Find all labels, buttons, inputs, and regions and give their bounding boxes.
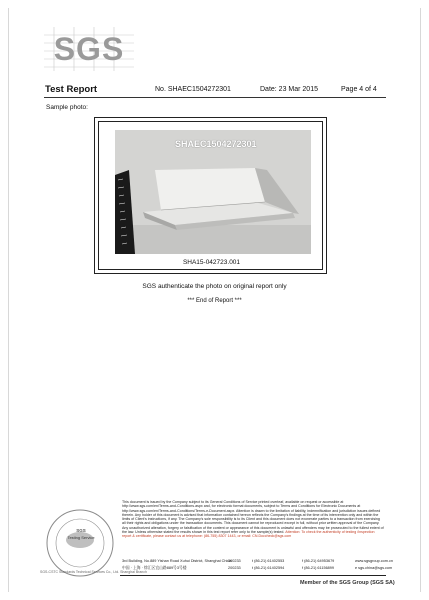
disclaimer-text: This document is issued by the Company subject to its General Conditions of Service printed overleaf, available on request or accessible at http://www.sgs.com/en/Terms-and-Conditions.aspx and, for electronic format documents, subject to Terms and Conditions for Electronic Documents at http://www.sgs.com/en/Terms-and-Conditions/Terms-e-Document.aspx. Attention is drawn to the limitation of liability, indemnification and jurisdiction issues defined therein. Any holder of this document is advised that information contained hereon reflects the Company's findings at the time of its intervention only and within the limits of Client's instructions, if any. The Company's sole responsibility is to its Client and this document does not exonerate parties to a transaction from exercising all their rights and obligations under the transaction documents. This document cannot be reproduced except in full, without prior written approval of the Company. Any unauthorized alteration, forgery or falsification of the content or appearance of this document is unlawful and offenders may be prosecuted to the fullest extent of the law. Unless otherwise stated the results shown in this test report refer only to the sample(s) tested. xyxy=(122,500,384,535)
telephone-1: t (86-21) 61402553 xyxy=(252,559,285,563)
authentication-note: SGS authenticate the photo on original report only xyxy=(142,283,287,290)
logo-wordmark: SGS xyxy=(53,30,125,67)
photo-caption: SHA15-042723.001 xyxy=(182,259,241,266)
report-title: Test Report xyxy=(45,84,98,95)
zip-en: 200233 xyxy=(228,559,241,563)
page-number: Page 4 of 4 xyxy=(341,86,377,93)
photo-inner-frame xyxy=(98,121,323,270)
website[interactable]: www.sgsgroup.com.cn xyxy=(355,559,393,563)
telephone-column xyxy=(252,558,284,572)
address-column xyxy=(122,558,232,572)
web-column xyxy=(355,558,393,572)
fax-column xyxy=(302,558,334,572)
seal-footer: SGS-CSTC Standards Technical Services Co., Ltd. Shanghai Branch xyxy=(40,570,147,574)
sgs-logo xyxy=(44,27,134,71)
attention-text: Attention: To check the authenticity of testing /inspection report & certificate, please contact us at telephone: (86-755) 8307 1443, or email: CN.Doccheck@sgs.com xyxy=(122,530,375,539)
disclaimer-block xyxy=(122,500,384,539)
zip-cn: 200233 xyxy=(228,566,241,570)
address-en: 3rd Building, No.889 Yishan Road Xuhui District, Shanghai China xyxy=(122,559,232,563)
report-date: Date: 23 Mar 2015 xyxy=(260,86,318,93)
footer-divider xyxy=(120,575,386,576)
sgs-seal-icon xyxy=(45,508,115,578)
address-cn: 中国 · 上海 · 徐汇区宜山路889号3号楼 xyxy=(122,566,187,570)
seal-name: SGS xyxy=(76,528,86,533)
sample-photo xyxy=(115,130,311,254)
header-divider xyxy=(44,97,386,98)
photo-stamp-text: SHAEC1504272301 xyxy=(175,139,257,149)
telephone-2: t (86-21) 61402594 xyxy=(252,566,285,570)
fax-1: f (86-21) 64953679 xyxy=(302,559,335,563)
photo-frame xyxy=(94,117,327,274)
zip-column xyxy=(228,558,241,572)
fax-2: f (86-21) 61156899 xyxy=(302,566,335,570)
report-number: No. SHAEC1504272301 xyxy=(155,86,231,93)
end-of-report: *** End of Report *** xyxy=(187,298,242,304)
seal-subtitle: Testing Service xyxy=(67,535,95,540)
sample-photo-label: Sample photo: xyxy=(46,104,88,111)
email[interactable]: e sgs.china@sgs.com xyxy=(355,566,393,570)
member-note: Member of the SGS Group (SGS SA) xyxy=(300,580,395,586)
